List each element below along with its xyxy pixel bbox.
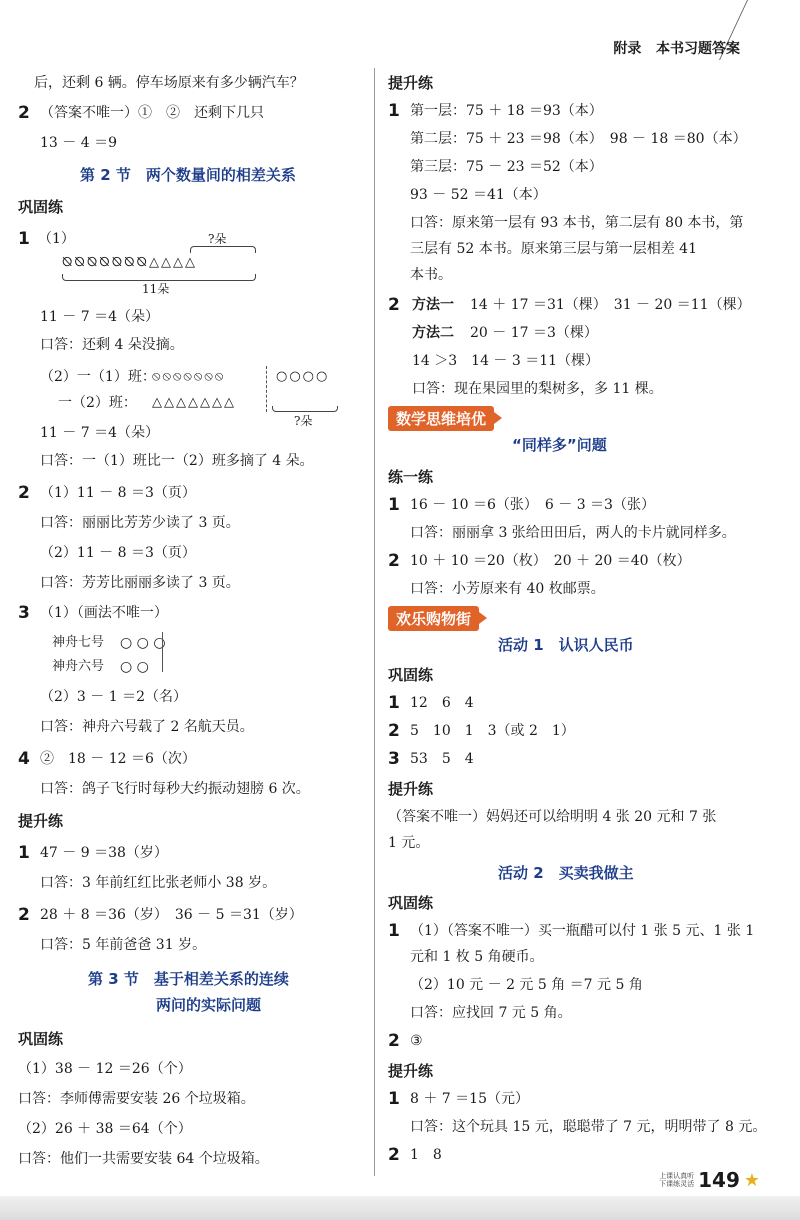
answer-line: 口答：现在果园里的梨树多，多 11 棵。 bbox=[412, 381, 663, 397]
equation: 16 － 10 ＝6（张） 6 － 3 ＝3（张） bbox=[410, 497, 655, 513]
answer-line: 口答：丽丽比芳芳少读了 3 页。 bbox=[40, 515, 240, 531]
equation: 14 ＋ 17 ＝31（棵） 31 － 20 ＝11（棵） bbox=[470, 297, 751, 313]
answer-line: 本书。 bbox=[410, 267, 452, 283]
practice-heading: 巩固练 bbox=[388, 666, 434, 684]
circle-icons: ○○○○ bbox=[276, 369, 330, 384]
equation: 11 － 7 ＝4（朵） bbox=[40, 309, 159, 325]
answer-line: 口答：丽丽拿 3 张给田田后，两人的卡片就同样多。 bbox=[410, 525, 736, 541]
method-label: 方法一 bbox=[412, 297, 454, 313]
section-title: 活动 2 买卖我做主 bbox=[498, 864, 634, 882]
header-appendix: 附录 bbox=[613, 41, 642, 57]
header-title: 本书习题答案 bbox=[656, 41, 740, 57]
answer-line: 三层有 52 本书。原来第三层与第一层相差 41 bbox=[410, 241, 697, 257]
question-number: 2 bbox=[388, 1031, 400, 1051]
row-label: 神舟七号 bbox=[52, 635, 105, 650]
equation: （1）38 － 12 ＝26（个） bbox=[18, 1061, 192, 1077]
question-number: 1 bbox=[18, 843, 30, 863]
question-number: 2 bbox=[18, 483, 30, 503]
equation: 第一层：75 ＋ 18 ＝93（本） bbox=[410, 103, 603, 119]
equation: 93 － 52 ＝41（本） bbox=[410, 187, 547, 203]
equation: 47 － 9 ＝38（岁） bbox=[40, 845, 168, 861]
answer-line: 口答：还剩 4 朵没摘。 bbox=[40, 337, 184, 353]
equation: 11 － 7 ＝4（朵） bbox=[40, 425, 159, 441]
brace-label-bottom: 11朵 bbox=[142, 282, 170, 296]
answer-line: 口答：这个玩具 15 元，聪聪带了 7 元，明明带了 8 元。 bbox=[410, 1119, 767, 1135]
question-number: 1 bbox=[388, 693, 400, 713]
answer-line: 口答：3 年前红红比张老师小 38 岁。 bbox=[40, 875, 277, 891]
banner-shopping-street: 欢乐购物街 bbox=[388, 606, 479, 631]
equation: 8 ＋ 7 ＝15（元） bbox=[410, 1091, 529, 1107]
question-number: 4 bbox=[18, 749, 30, 769]
separator bbox=[162, 632, 163, 672]
practice-heading: 巩固练 bbox=[18, 198, 64, 216]
practice-heading: 练一练 bbox=[388, 468, 434, 486]
practice-heading: 巩固练 bbox=[18, 1030, 64, 1048]
answer-line: （1）（答案不唯一）买一瓶醋可以付 1 张 5 元、1 张 1 bbox=[410, 923, 755, 939]
answer-text: ③ bbox=[410, 1033, 423, 1049]
practice-heading: 提升练 bbox=[388, 1062, 434, 1080]
column-divider bbox=[374, 68, 375, 1176]
brace-label-top: ?朵 bbox=[208, 232, 227, 246]
answer-line: 口答：一（1）班比一（2）班多摘了 4 朵。 bbox=[40, 453, 314, 469]
equation: 13 － 4 ＝9 bbox=[40, 135, 117, 151]
equation: 10 ＋ 10 ＝20（枚） 20 ＋ 20 ＝40（枚） bbox=[410, 553, 691, 569]
question-number: 1 bbox=[18, 229, 30, 249]
answer-line: 元和 1 枚 5 角硬币。 bbox=[410, 949, 544, 965]
section-title: 第 3 节 基于相差关系的连续 bbox=[88, 970, 289, 988]
answer-text: 5 10 1 3（或 2 1） bbox=[410, 723, 575, 739]
section-title: “同样多”问题 bbox=[512, 436, 607, 454]
footer-slogan-1: 上课认真听 bbox=[659, 1172, 695, 1180]
question-number: 2 bbox=[388, 551, 400, 571]
banner-math-thinking: 数学思维培优 bbox=[388, 406, 494, 431]
equation: （1）11 － 8 ＝3（页） bbox=[40, 485, 196, 501]
answer-line: 口答：应找回 7 元 5 角。 bbox=[410, 1005, 572, 1021]
equation: （2）26 ＋ 38 ＝64（个） bbox=[18, 1121, 192, 1137]
equation: （2）3 － 1 ＝2（名） bbox=[40, 689, 187, 705]
question-number: 1 bbox=[388, 101, 400, 121]
circle-icons: ○ ○ ○ bbox=[120, 635, 166, 651]
practice-heading: 提升练 bbox=[388, 74, 434, 92]
section-title: 两问的实际问题 bbox=[156, 996, 262, 1014]
question-number: 2 bbox=[388, 721, 400, 741]
answer-text: 1 8 bbox=[410, 1147, 442, 1163]
triangle-icons: △△△△△△△ bbox=[152, 395, 236, 410]
row-label: （2）一（1）班： bbox=[40, 369, 156, 385]
equation: 第三层：75 － 23 ＝52（本） bbox=[410, 159, 603, 175]
answer-line: 口答：鸽子飞行时每秒大约振动翅膀 6 次。 bbox=[40, 781, 310, 797]
answer-line: 口答：李师傅需要安装 26 个垃圾箱。 bbox=[18, 1091, 255, 1107]
equation: 20 － 17 ＝3（棵） bbox=[470, 325, 598, 341]
answer-text: 12 6 4 bbox=[410, 695, 474, 711]
answer-line: 口答：芳芳比丽丽多读了 3 页。 bbox=[40, 575, 240, 591]
practice-heading: 提升练 bbox=[388, 780, 434, 798]
equation: （2）10 元 － 2 元 5 角 ＝7 元 5 角 bbox=[410, 977, 643, 993]
star-mascot-icon: ★ bbox=[743, 1169, 760, 1191]
crossed-flower-icons: ⦰⦰⦰⦰⦰⦰⦰ bbox=[62, 255, 149, 270]
question-number: 1 bbox=[388, 921, 400, 941]
crossed-circle-icons: ⦸⦸⦸⦸⦸⦸⦸ bbox=[152, 369, 226, 384]
practice-heading: 提升练 bbox=[18, 812, 64, 830]
brace-top bbox=[190, 246, 256, 253]
circle-icons: ○ ○ bbox=[120, 659, 149, 675]
answer-line: 口答：神舟六号载了 2 名航天员。 bbox=[40, 719, 254, 735]
method-label: 方法二 bbox=[412, 325, 454, 341]
question-number: 2 bbox=[18, 905, 30, 925]
answer-line: 口答：5 年前爸爸 31 岁。 bbox=[40, 937, 207, 953]
question-number: 2 bbox=[388, 1145, 400, 1165]
answer-text: 53 5 4 bbox=[410, 751, 474, 767]
text-line: （答案不唯一）① ② 还剩下几只 bbox=[40, 105, 264, 121]
question-number: 3 bbox=[388, 749, 400, 769]
answer-line: 口答：原来第一层有 93 本书，第二层有 80 本书，第 bbox=[410, 215, 744, 231]
equation: ② 18 － 12 ＝6（次） bbox=[40, 751, 196, 767]
answer-line: 口答：他们一共需要安装 64 个垃圾箱。 bbox=[18, 1151, 269, 1167]
answer-line: 1 元。 bbox=[388, 835, 430, 851]
practice-heading: 巩固练 bbox=[388, 894, 434, 912]
page-number: 149 bbox=[698, 1168, 740, 1192]
question-number: 1 bbox=[388, 1089, 400, 1109]
page-header bbox=[613, 38, 740, 58]
sub-label: （1） bbox=[38, 231, 75, 247]
page-number-badge bbox=[659, 1168, 760, 1192]
page-edge-shadow bbox=[0, 1196, 800, 1220]
sub-label: （1）（画法不唯一） bbox=[40, 605, 168, 621]
question-number: 2 bbox=[18, 103, 30, 123]
section-title: 活动 1 认识人民币 bbox=[498, 636, 634, 654]
equation: 第二层：75 ＋ 23 ＝98（本） 98 － 18 ＝80（本） bbox=[410, 131, 747, 147]
equation: （2）11 － 8 ＝3（页） bbox=[40, 545, 196, 561]
answer-line: 口答：小芳原来有 40 枚邮票。 bbox=[410, 581, 605, 597]
section-title: 第 2 节 两个数量间的相差关系 bbox=[80, 166, 296, 184]
question-number: 3 bbox=[18, 603, 30, 623]
answer-line: （答案不唯一）妈妈还可以给明明 4 张 20 元和 7 张 bbox=[388, 809, 717, 825]
row-label: 一（2）班： bbox=[58, 395, 137, 411]
row-label: 神舟六号 bbox=[52, 659, 105, 674]
triangle-icons: △△△△ bbox=[148, 255, 197, 270]
equation: 14 ＞3 14 － 3 ＝11（棵） bbox=[412, 353, 600, 369]
question-number: 2 bbox=[388, 295, 400, 315]
footer-slogan-2: 下课练灵活 bbox=[659, 1180, 695, 1188]
brace-label: ?朵 bbox=[294, 414, 313, 428]
equation: 28 ＋ 8 ＝36（岁） 36 － 5 ＝31（岁） bbox=[40, 907, 303, 923]
dashed-separator bbox=[266, 366, 267, 412]
text-line: 后，还剩 6 辆。停车场原来有多少辆汽车？ bbox=[34, 75, 304, 91]
question-number: 1 bbox=[388, 495, 400, 515]
